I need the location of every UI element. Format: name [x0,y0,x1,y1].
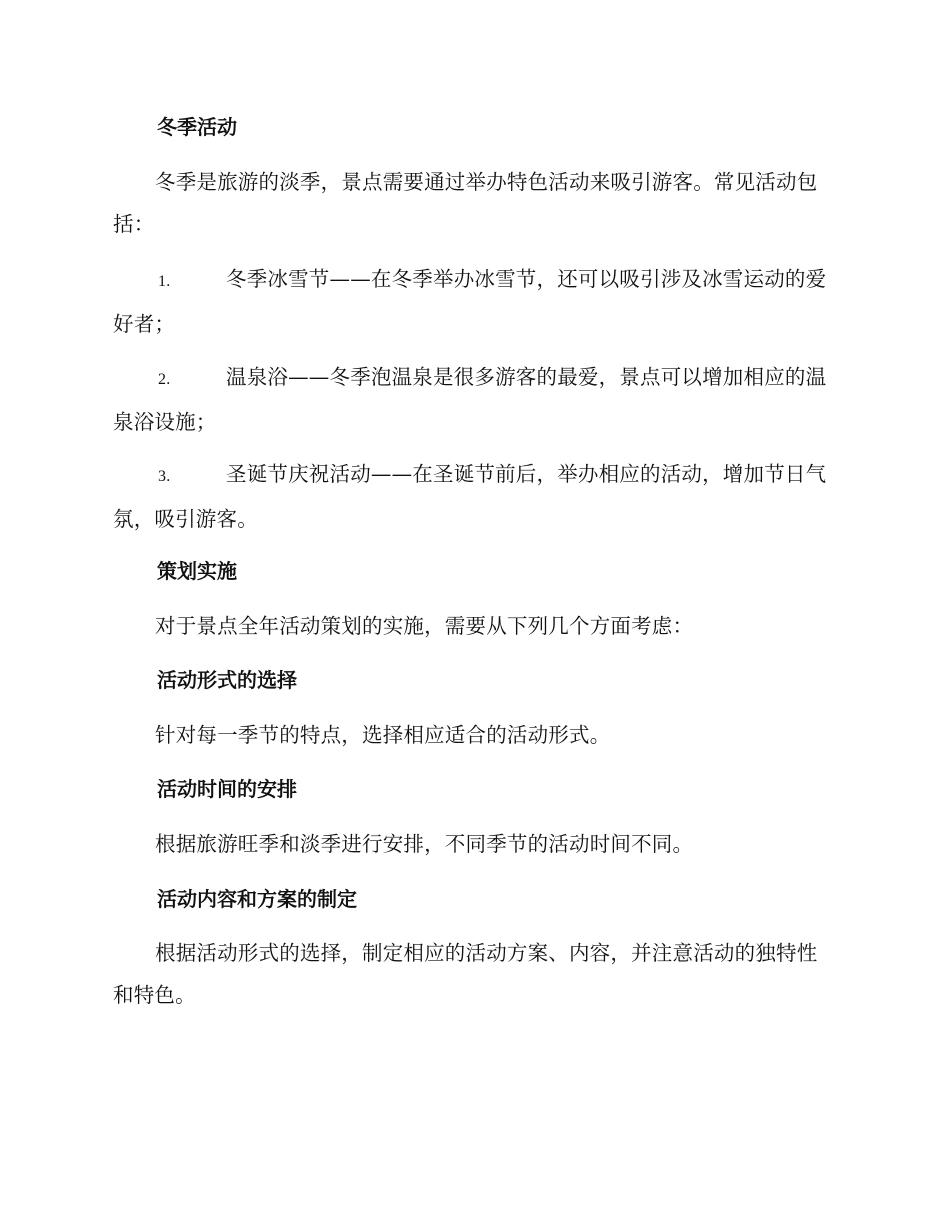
time-heading: 活动时间的安排 [157,777,297,801]
list-item [113,356,833,443]
winter-intro-paragraph: 冬季是旅游的淡季，景点需要通过举办特色活动来吸引游客。常见活动包括： [113,170,818,236]
list-item-text: 圣诞节庆祝活动——在圣诞节前后，举办相应的活动，增加节日气氛，吸引游客。 [113,462,827,531]
list-item-number: 1. [158,273,171,290]
list-item [113,258,833,345]
form-heading: 活动形式的选择 [157,668,297,692]
list-item-number: 3. [158,468,171,485]
plan-heading: 策划实施 [157,559,237,583]
list-item-text: 温泉浴——冬季泡温泉是很多游客的最爱，景点可以增加相应的温泉浴设施； [113,365,827,434]
list-item [113,453,833,540]
content-paragraph: 根据活动形式的选择，制定相应的活动方案、内容，并注意活动的独特性和特色。 [113,941,818,1007]
plan-intro-paragraph: 对于景点全年活动策划的实施，需要从下列几个方面考虑： [155,614,694,638]
list-item-number: 2. [158,371,171,388]
content-heading: 活动内容和方案的制定 [157,887,357,911]
list-item-text: 冬季冰雪节——在冬季举办冰雪节，还可以吸引涉及冰雪运动的爱好者； [113,267,827,336]
winter-heading: 冬季活动 [157,115,237,139]
time-paragraph: 根据旅游旺季和淡季进行安排，不同季节的活动时间不同。 [155,832,694,856]
form-paragraph: 针对每一季节的特点，选择相应适合的活动形式。 [155,723,611,747]
